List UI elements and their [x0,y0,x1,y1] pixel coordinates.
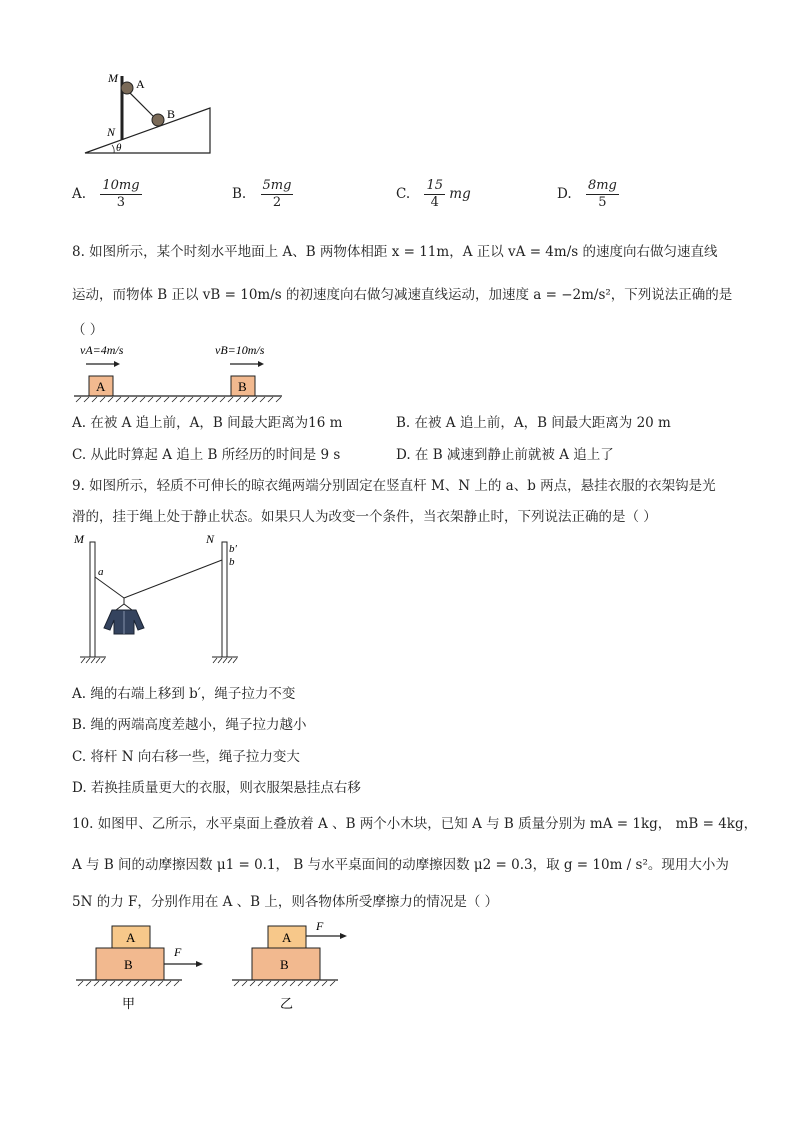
q10-caption-yi: 乙 [280,996,294,1011]
q7-a-label: A. [72,186,87,202]
q7-option-b[interactable] [232,178,293,211]
q7-b-num: 5mg [262,178,292,193]
q9-option-a[interactable]: A. 绳的右端上移到 b′，绳子拉力不变 [72,686,296,702]
q8-vb-label: vB=10m/s [215,343,265,357]
label-a: A [136,77,145,91]
q7-option-c[interactable] [396,178,471,211]
q10-caption-jia: 甲 [122,996,136,1011]
q7-d-den: 5 [598,195,607,210]
ball-a [121,82,133,94]
q9-stem-line2: 滑的，挂于绳上处于静止状态。如果只人为改变一个条件，当衣架静止时，下列说法正确的是（ ） [72,509,657,525]
q10-yi-a-text: A [282,930,292,945]
q8-option-a[interactable]: A. 在被 A 追上前，A，B 间最大距离为16 m [72,415,343,431]
q7-c-num: 15 [426,178,443,193]
q7-d-label: D. [557,186,572,202]
label-theta: θ [116,142,122,154]
q8-option-b[interactable]: B. 在被 A 追上前，A，B 间最大距离为 20 m [396,415,671,431]
q10-figure-jia [72,918,212,1018]
q7-c-den: 4 [430,195,439,210]
q9-label-a: a [98,566,104,578]
q8-stem-line2: 运动，而物体 B 正以 vB = 10m/s 的初速度向右做匀减速直线运动，加速度 a = −2m/s²，下列说法正确的是 [72,287,733,303]
coat-icon [104,598,144,634]
q8-option-d[interactable]: D. 在 B 减速到静止前就被 A 追上了 [396,447,614,463]
q7-a-num: 10mg [102,178,140,193]
q10-stem-line1: 10. 如图甲、乙所示，水平桌面上叠放着 A 、B 两个小木块，已知 A 与 B 质量分别为 mA = 1kg， mB = 4kg， [72,816,758,832]
q8-block-a-text: A [96,379,106,394]
q8-va-label: vA=4m/s [80,343,124,357]
label-m: M [108,71,118,85]
q7-d-num: 8mg [587,178,617,193]
q8-stem-line1: 8. 如图所示，某个时刻水平地面上 A、B 两物体相距 x = 11m，A 正以 vA = 4m/s 的速度向右做匀速直线 [72,244,718,260]
q8-stem-line3: （ ） [72,322,104,338]
q7-a-den: 3 [116,195,126,210]
pole-n [222,542,227,657]
incline-figure [80,68,220,158]
label-b: B [167,107,176,121]
q7-b-label: B. [232,186,247,202]
q7-option-d[interactable] [557,178,619,211]
q10-figure-yi [228,918,368,1018]
q7-option-a[interactable] [72,178,142,211]
q7-b-den: 2 [272,195,282,210]
q10-yi-b-text: B [280,957,289,972]
q9-label-b: b [229,556,235,568]
q10-jia-a-text: A [126,930,136,945]
q10-stem-line3: 5N 的力 F，分别作用在 A 、B 上，则各物体所受摩擦力的情况是（ ） [72,894,499,910]
q8-figure [72,340,287,405]
label-n: N [107,125,116,139]
q8-block-b-text: B [238,379,247,394]
q9-option-b[interactable]: B. 绳的两端高度差越小，绳子拉力越小 [72,717,307,733]
q7-c-label: C. [396,186,411,202]
q9-option-c[interactable]: C. 将杆 N 向右移一些，绳子拉力变大 [72,749,300,765]
q9-label-m: M [74,532,84,546]
q10-yi-f-text: F [316,919,324,933]
q10-jia-b-text: B [124,957,133,972]
q10-stem-line2: A 与 B 间的动摩擦因数 μ1 = 0.1， B 与水平桌面间的动摩擦因数 μ2 = 0.3，取 g = 10m / s²。现用大小为 [72,857,729,873]
ball-b [152,114,164,126]
pole-m [90,542,95,657]
q10-jia-f-text: F [174,945,182,959]
q9-label-n: N [206,532,215,546]
q9-option-d[interactable]: D. 若换挂质量更大的衣服，则衣服架悬挂点右移 [72,780,361,796]
q9-figure [72,530,247,670]
q8-option-c[interactable]: C. 从此时算起 A 追上 B 所经历的时间是 9 s [72,447,341,463]
q9-stem-line1: 9. 如图所示，轻质不可伸长的晾衣绳两端分别固定在竖直杆 M、N 上的 a、b 两点，悬挂衣服的衣架钩是光 [72,478,716,494]
q9-label-b2: b′ [229,543,237,555]
q7-c-tail: mg [449,186,471,202]
